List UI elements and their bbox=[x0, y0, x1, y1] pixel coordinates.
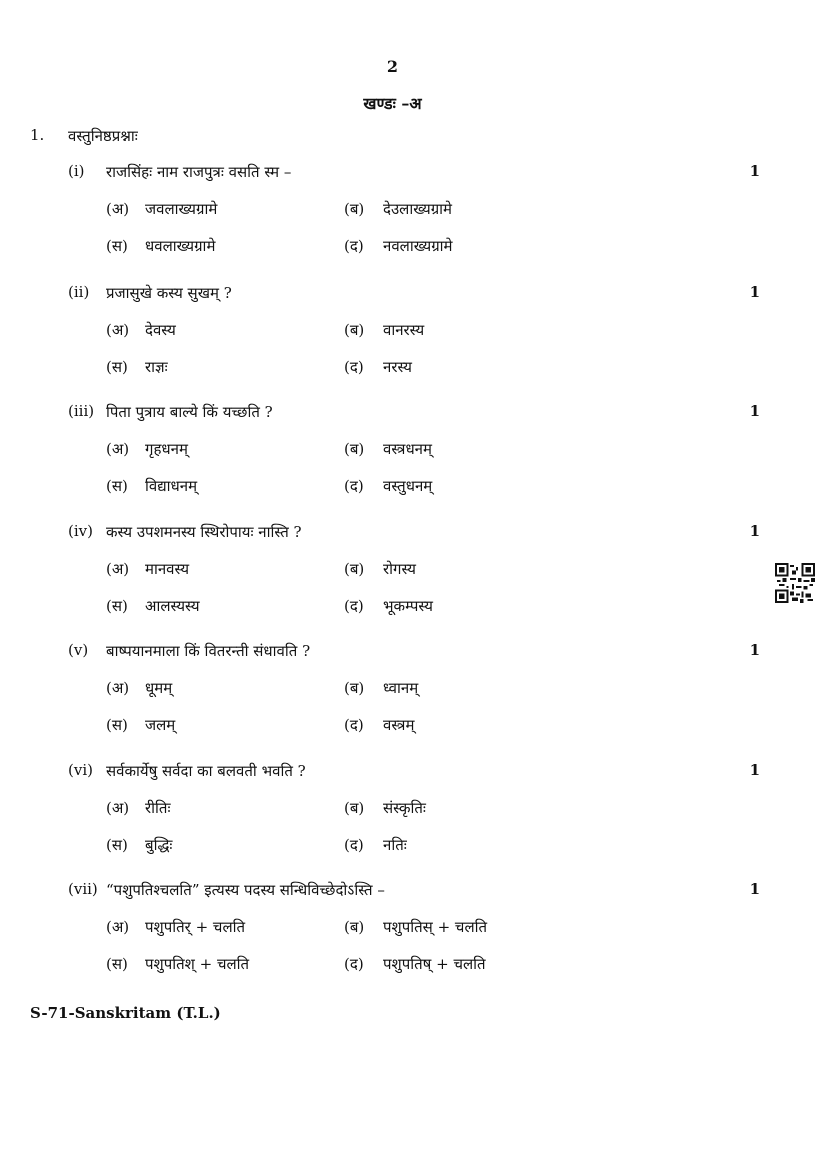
option-text: देवस्य bbox=[145, 321, 176, 339]
footer-code: S-71-Sanskritam (T.L.) bbox=[30, 1004, 221, 1022]
option-text: वस्त्रम् bbox=[383, 716, 415, 734]
qr-code-icon bbox=[775, 563, 815, 603]
option-text: राज्ञः bbox=[145, 358, 168, 376]
option-text: ध्वानम् bbox=[383, 679, 419, 697]
option-label: (ब) bbox=[344, 440, 365, 458]
question-roman-number: (vii) bbox=[68, 880, 98, 898]
option-text: रीतिः bbox=[145, 799, 171, 817]
option-label: (द) bbox=[344, 716, 364, 734]
option-label: (स) bbox=[106, 716, 128, 734]
option-label: (द) bbox=[344, 477, 364, 495]
option-label: (स) bbox=[106, 597, 128, 615]
option-label: (ब) bbox=[344, 321, 365, 339]
option-text: मानवस्य bbox=[145, 560, 190, 578]
option-label: (ब) bbox=[344, 918, 365, 936]
option-label: (द) bbox=[344, 955, 364, 973]
option-text: पशुपतिर् + चलति bbox=[145, 918, 246, 936]
option-text: पशुपतिस् + चलति bbox=[383, 918, 488, 936]
question-text: सर्वकार्येषु सर्वदा का बलवती भवति ? bbox=[106, 762, 306, 780]
question-text: पिता पुत्राय बाल्ये किं यच्छति ? bbox=[106, 403, 273, 421]
option-label: (द) bbox=[344, 836, 364, 854]
option-label: (ब) bbox=[344, 560, 365, 578]
question-roman-number: (iii) bbox=[68, 402, 95, 420]
question-marks: 1 bbox=[749, 522, 760, 540]
option-text: वानरस्य bbox=[383, 321, 425, 339]
option-text: नतिः bbox=[383, 836, 407, 854]
option-label: (अ) bbox=[106, 200, 130, 218]
question-marks: 1 bbox=[749, 283, 760, 301]
option-text: आलस्यस्य bbox=[145, 597, 200, 615]
option-label: (द) bbox=[344, 597, 364, 615]
option-label: (अ) bbox=[106, 679, 130, 697]
option-label: (द) bbox=[344, 237, 364, 255]
option-label: (ब) bbox=[344, 799, 365, 817]
question-marks: 1 bbox=[749, 402, 760, 420]
question-text: कस्य उपशमनस्य स्थिरोपायः नास्ति ? bbox=[106, 523, 302, 541]
option-label: (स) bbox=[106, 358, 128, 376]
question-text: राजसिंहः नाम राजपुत्रः वसति स्म – bbox=[106, 163, 292, 181]
option-label: (स) bbox=[106, 237, 128, 255]
page-number: 2 bbox=[386, 57, 399, 76]
option-label: (स) bbox=[106, 836, 128, 854]
option-text: जलम् bbox=[145, 716, 176, 734]
option-text: रोगस्य bbox=[383, 560, 417, 578]
option-text: पशुपतिष् + चलति bbox=[383, 955, 486, 973]
option-label: (ब) bbox=[344, 200, 365, 218]
question-roman-number: (i) bbox=[68, 162, 85, 180]
option-label: (अ) bbox=[106, 799, 130, 817]
question-roman-number: (ii) bbox=[68, 283, 90, 301]
section-title: खण्डः –अ bbox=[363, 94, 422, 113]
question-number: 1. bbox=[30, 126, 45, 144]
question-marks: 1 bbox=[749, 641, 760, 659]
option-text: नवलाख्यग्रामे bbox=[383, 237, 453, 255]
question-roman-number: (v) bbox=[68, 641, 89, 659]
option-label: (अ) bbox=[106, 560, 130, 578]
question-marks: 1 bbox=[749, 880, 760, 898]
option-text: धूमम् bbox=[145, 679, 173, 697]
option-label: (अ) bbox=[106, 918, 130, 936]
question-text: बाष्पयानमाला किं वितरन्ती संधावति ? bbox=[106, 642, 311, 660]
question-heading: वस्तुनिष्ठप्रश्नाः bbox=[68, 127, 138, 145]
option-label: (अ) bbox=[106, 440, 130, 458]
option-text: पशुपतिश् + चलति bbox=[145, 955, 250, 973]
option-label: (स) bbox=[106, 955, 128, 973]
question-marks: 1 bbox=[749, 761, 760, 779]
option-label: (ब) bbox=[344, 679, 365, 697]
option-label: (अ) bbox=[106, 321, 130, 339]
option-text: धवलाख्यग्रामे bbox=[145, 237, 216, 255]
option-label: (द) bbox=[344, 358, 364, 376]
question-roman-number: (iv) bbox=[68, 522, 93, 540]
question-roman-number: (vi) bbox=[68, 761, 93, 779]
option-text: वस्त्रधनम् bbox=[383, 440, 432, 458]
option-text: वस्तुधनम् bbox=[383, 477, 433, 495]
option-text: संस्कृतिः bbox=[383, 799, 426, 817]
question-marks: 1 bbox=[749, 162, 760, 180]
question-text: प्रजासुखे कस्य सुखम् ? bbox=[106, 284, 232, 302]
option-text: नरस्य bbox=[383, 358, 412, 376]
option-text: जवलाख्यग्रामे bbox=[145, 200, 218, 218]
option-label: (स) bbox=[106, 477, 128, 495]
question-text: “पशुपतिश्चलति” इत्यस्य पदस्य सन्धिविच्छेदोऽस्ति – bbox=[106, 881, 385, 899]
option-text: गृहधनम् bbox=[145, 440, 188, 458]
option-text: भूकम्पस्य bbox=[383, 597, 433, 615]
option-text: विद्याधनम् bbox=[145, 477, 198, 495]
option-text: देउलाख्यग्रामे bbox=[383, 200, 453, 218]
option-text: बुद्धिः bbox=[145, 836, 173, 854]
